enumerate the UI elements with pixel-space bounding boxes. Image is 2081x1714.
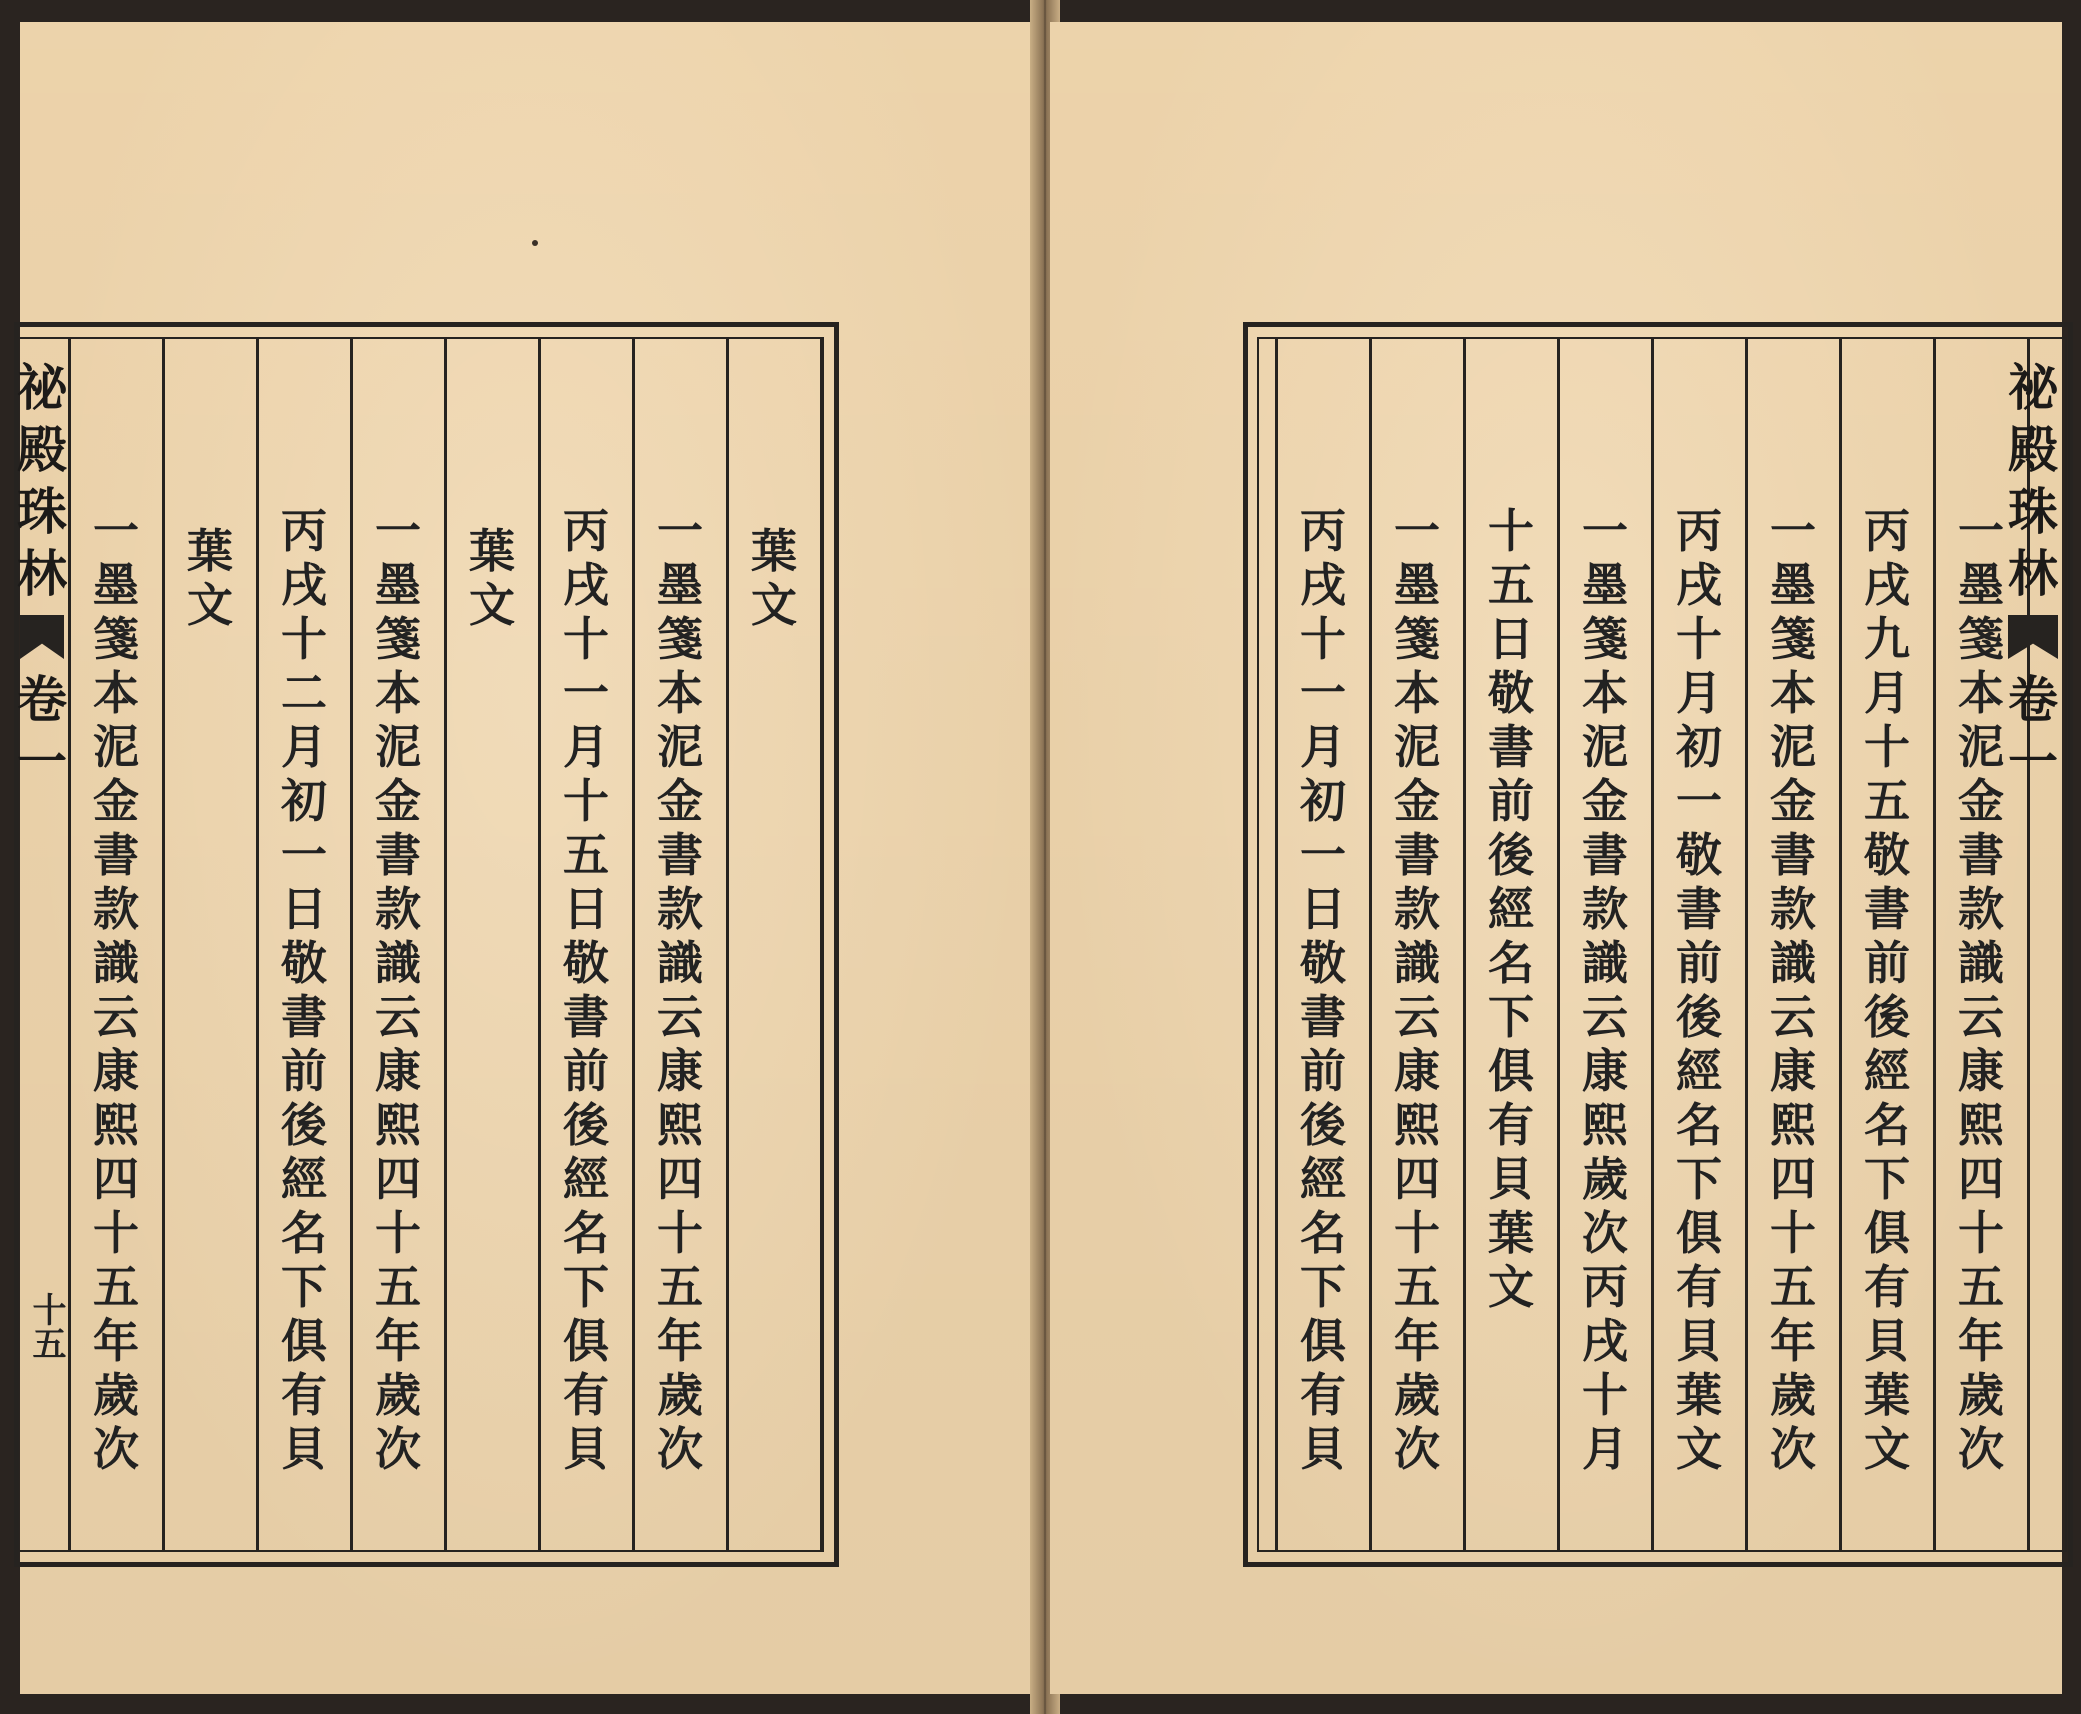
text-column [539,504,633,1476]
glyph: 款 [1770,882,1816,936]
glyph: 墨 [1394,558,1440,612]
glyph: 二 [281,666,327,720]
glyph: 葉 [751,524,797,578]
glyph: 後 [281,1098,327,1152]
banner-glyph: 珠 [17,482,67,541]
glyph: 年 [1958,1314,2004,1368]
glyph: 款 [1582,882,1628,936]
glyph: 丙 [1864,504,1910,558]
glyph: 次 [1958,1422,2004,1476]
glyph: 初 [1300,774,1346,828]
glyph: 款 [375,882,421,936]
glyph: 康 [375,1044,421,1098]
banner-glyph: 祕 [2008,358,2058,417]
glyph: 云 [1394,990,1440,1044]
glyph: 五 [1864,774,1910,828]
glyph: 戌 [1676,558,1722,612]
glyph: 一 [657,504,703,558]
glyph: 一 [1394,504,1440,558]
text-column [727,524,821,632]
glyph: 熙 [1958,1098,2004,1152]
glyph: 歲 [375,1368,421,1422]
glyph: 年 [93,1314,139,1368]
glyph: 泥 [375,720,421,774]
banner-volume [2005,669,2061,793]
glyph: 一 [563,666,609,720]
glyph: 康 [1770,1044,1816,1098]
glyph: 云 [1582,990,1628,1044]
left-page [17,22,1038,1694]
glyph: 下 [1676,1152,1722,1206]
glyph: 箋 [375,612,421,666]
glyph: 敬 [1300,936,1346,990]
glyph: 金 [93,774,139,828]
glyph: 十 [1488,504,1534,558]
glyph: 本 [1582,666,1628,720]
glyph: 康 [1394,1044,1440,1098]
glyph: 本 [93,666,139,720]
glyph: 識 [375,936,421,990]
glyph: 葉 [187,524,233,578]
glyph: 墨 [1958,558,2004,612]
glyph: 後 [1864,990,1910,1044]
right-page [1050,22,2062,1694]
text-column [257,504,351,1476]
glyph: 名 [1676,1098,1722,1152]
glyph: 戌 [281,558,327,612]
ink-speck [532,240,538,246]
glyph: 康 [1582,1044,1628,1098]
glyph: 康 [1958,1044,2004,1098]
banner-glyph: 林 [2008,544,2058,603]
text-column [1840,504,1934,1476]
glyph: 九 [1864,612,1910,666]
glyph: 丙 [1582,1260,1628,1314]
glyph: 月 [563,720,609,774]
glyph: 戌 [1864,558,1910,612]
glyph: 十 [1864,720,1910,774]
glyph: 次 [657,1422,703,1476]
glyph: 箋 [93,612,139,666]
left-columns [20,339,823,1550]
text-column [69,504,163,1476]
glyph: 書 [93,828,139,882]
glyph: 云 [93,990,139,1044]
glyph: 識 [1770,936,1816,990]
glyph: 四 [1958,1152,2004,1206]
glyph: 熙 [93,1098,139,1152]
glyph: 泥 [1394,720,1440,774]
glyph: 日 [281,882,327,936]
glyph: 熙 [1770,1098,1816,1152]
glyph: 前 [281,1044,327,1098]
glyph: 箋 [657,612,703,666]
glyph: 泥 [657,720,703,774]
glyph: 名 [1300,1206,1346,1260]
glyph: 熙 [657,1098,703,1152]
glyph: 歲 [1958,1368,2004,1422]
glyph: 五 [1958,1260,2004,1314]
glyph: 歲 [657,1368,703,1422]
glyph: 戌 [1300,558,1346,612]
glyph: 書 [281,990,327,1044]
glyph: 箋 [1958,612,2004,666]
glyph: 一 [1300,828,1346,882]
glyph: 前 [1676,936,1722,990]
glyph: 五 [1394,1260,1440,1314]
glyph: 下 [1488,990,1534,1044]
glyph: 識 [657,936,703,990]
glyph: 貝 [1488,1152,1534,1206]
glyph: 下 [1864,1152,1910,1206]
glyph: 前 [1300,1044,1346,1098]
glyph: 金 [1958,774,2004,828]
banner-glyph: 殿 [2008,420,2058,479]
glyph: 名 [563,1206,609,1260]
left-folio: 十五 [26,1292,66,1360]
glyph: 云 [657,990,703,1044]
glyph: 文 [1676,1422,1722,1476]
glyph: 書 [563,990,609,1044]
glyph: 有 [1676,1260,1722,1314]
glyph: 金 [1582,774,1628,828]
glyph: 名 [281,1206,327,1260]
banner-glyph: 珠 [2008,482,2058,541]
glyph: 箋 [1770,612,1816,666]
glyph: 識 [1958,936,2004,990]
glyph: 戌 [563,558,609,612]
glyph: 年 [1770,1314,1816,1368]
glyph: 丙 [1676,504,1722,558]
glyph: 墨 [93,558,139,612]
banner-glyph: 林 [17,544,67,603]
glyph: 有 [281,1368,327,1422]
glyph: 經 [1488,882,1534,936]
text-column [445,524,539,632]
glyph: 熙 [1394,1098,1440,1152]
glyph: 名 [1864,1098,1910,1152]
glyph: 本 [1770,666,1816,720]
glyph: 俱 [281,1314,327,1368]
glyph: 經 [1864,1044,1910,1098]
glyph: 月 [281,720,327,774]
glyph: 書 [1958,828,2004,882]
glyph: 葉 [469,524,515,578]
glyph: 泥 [93,720,139,774]
glyph: 名 [1488,936,1534,990]
glyph: 戌 [1582,1314,1628,1368]
glyph: 經 [563,1152,609,1206]
glyph: 月 [1864,666,1910,720]
glyph: 敬 [1676,828,1722,882]
glyph: 書 [1676,882,1722,936]
banner-glyph: 卷 [2008,670,2058,729]
glyph: 十 [563,612,609,666]
glyph: 一 [281,828,327,882]
glyph: 前 [1488,774,1534,828]
glyph: 俱 [563,1314,609,1368]
glyph: 十 [1582,1368,1628,1422]
glyph: 箋 [1394,612,1440,666]
glyph: 五 [1488,558,1534,612]
glyph: 款 [657,882,703,936]
glyph: 書 [1300,990,1346,1044]
glyph: 云 [375,990,421,1044]
glyph: 敬 [281,936,327,990]
glyph: 熙 [1582,1098,1628,1152]
glyph: 十 [1958,1206,2004,1260]
glyph: 俱 [1488,1044,1534,1098]
glyph: 日 [563,882,609,936]
glyph: 四 [93,1152,139,1206]
glyph: 墨 [1770,558,1816,612]
banner-glyph: 一 [17,732,67,791]
glyph: 一 [1958,504,2004,558]
glyph: 康 [657,1044,703,1098]
text-column [633,504,727,1476]
glyph: 康 [93,1044,139,1098]
glyph: 年 [375,1314,421,1368]
glyph: 四 [1770,1152,1816,1206]
banner-glyph: 殿 [17,420,67,479]
glyph: 五 [657,1260,703,1314]
glyph: 十 [281,612,327,666]
glyph: 敬 [1488,666,1534,720]
fish-tail-mark [20,615,64,659]
glyph: 識 [1394,936,1440,990]
glyph: 四 [657,1152,703,1206]
text-column [351,504,445,1476]
glyph: 初 [1676,720,1722,774]
glyph: 金 [657,774,703,828]
glyph: 月 [1582,1422,1628,1476]
glyph: 四 [1394,1152,1440,1206]
glyph: 墨 [1582,558,1628,612]
glyph: 葉 [1676,1368,1722,1422]
glyph: 日 [1300,882,1346,936]
glyph: 貝 [1864,1314,1910,1368]
glyph: 一 [1300,666,1346,720]
glyph: 一 [1582,504,1628,558]
text-column [1746,504,1840,1476]
glyph: 初 [281,774,327,828]
right-banner [2008,357,2058,793]
glyph: 一 [1676,774,1722,828]
glyph: 云 [1958,990,2004,1044]
glyph: 四 [375,1152,421,1206]
glyph: 墨 [657,558,703,612]
banner-title [14,357,70,605]
glyph: 文 [187,578,233,632]
glyph: 一 [1770,504,1816,558]
glyph: 識 [93,936,139,990]
glyph: 泥 [1770,720,1816,774]
glyph: 一 [93,504,139,558]
text-column [1558,504,1652,1476]
banner-glyph: 卷 [17,670,67,729]
glyph: 後 [1676,990,1722,1044]
glyph: 識 [1582,936,1628,990]
glyph: 次 [1770,1422,1816,1476]
left-banner [17,357,67,793]
glyph: 次 [375,1422,421,1476]
glyph: 有 [1300,1368,1346,1422]
glyph: 後 [1300,1098,1346,1152]
glyph: 年 [657,1314,703,1368]
banner-title [2005,357,2061,605]
glyph: 丙 [281,504,327,558]
text-column [163,524,257,632]
glyph: 貝 [281,1422,327,1476]
glyph: 十 [93,1206,139,1260]
glyph: 十 [563,774,609,828]
glyph: 十 [1300,612,1346,666]
glyph: 五 [375,1260,421,1314]
glyph: 歲 [93,1368,139,1422]
glyph: 文 [1864,1422,1910,1476]
glyph: 次 [93,1422,139,1476]
glyph: 書 [1394,828,1440,882]
glyph: 有 [563,1368,609,1422]
glyph: 箋 [1582,612,1628,666]
glyph: 款 [1394,882,1440,936]
glyph: 五 [563,828,609,882]
glyph: 金 [1770,774,1816,828]
glyph: 年 [1394,1314,1440,1368]
glyph: 本 [657,666,703,720]
glyph: 書 [1864,882,1910,936]
glyph: 前 [1864,936,1910,990]
glyph: 一 [375,504,421,558]
banner-glyph: 祕 [17,358,67,417]
glyph: 次 [1582,1206,1628,1260]
glyph: 經 [281,1152,327,1206]
glyph: 文 [751,578,797,632]
glyph: 丙 [1300,504,1346,558]
glyph: 月 [1676,666,1722,720]
glyph: 貝 [1676,1314,1722,1368]
glyph: 次 [1394,1422,1440,1476]
text-column [1652,504,1746,1476]
glyph: 葉 [1488,1206,1534,1260]
glyph: 金 [1394,774,1440,828]
glyph: 五 [93,1260,139,1314]
glyph: 俱 [1676,1206,1722,1260]
glyph: 書 [1582,828,1628,882]
glyph: 五 [1770,1260,1816,1314]
glyph: 經 [1676,1044,1722,1098]
glyph: 文 [469,578,515,632]
glyph: 書 [1488,720,1534,774]
glyph: 十 [375,1206,421,1260]
glyph: 款 [1958,882,2004,936]
glyph: 歲 [1582,1152,1628,1206]
glyph: 云 [1770,990,1816,1044]
glyph: 敬 [1864,828,1910,882]
glyph: 熙 [375,1098,421,1152]
column-rule [820,339,823,1550]
glyph: 下 [563,1260,609,1314]
glyph: 本 [1394,666,1440,720]
fish-tail-mark [2008,615,2058,659]
glyph: 文 [1488,1260,1534,1314]
glyph: 歲 [1770,1368,1816,1422]
glyph: 貝 [563,1422,609,1476]
glyph: 日 [1488,612,1534,666]
glyph: 前 [563,1044,609,1098]
glyph: 經 [1300,1152,1346,1206]
glyph: 下 [281,1260,327,1314]
glyph: 葉 [1864,1368,1910,1422]
glyph: 十 [1676,612,1722,666]
glyph: 後 [563,1098,609,1152]
glyph: 十 [1394,1206,1440,1260]
glyph: 後 [1488,828,1534,882]
glyph: 泥 [1582,720,1628,774]
right-columns [1259,339,2064,1550]
glyph: 泥 [1958,720,2004,774]
text-column [1464,504,1558,1314]
glyph: 有 [1488,1098,1534,1152]
glyph: 俱 [1864,1206,1910,1260]
glyph: 下 [1300,1260,1346,1314]
glyph: 歲 [1394,1368,1440,1422]
glyph: 金 [375,774,421,828]
banner-glyph: 一 [2008,732,2058,791]
glyph: 貝 [1300,1422,1346,1476]
glyph: 敬 [563,936,609,990]
glyph: 款 [93,882,139,936]
glyph: 書 [375,828,421,882]
glyph: 月 [1300,720,1346,774]
glyph: 本 [1958,666,2004,720]
glyph: 墨 [375,558,421,612]
banner-volume [14,669,70,793]
glyph: 有 [1864,1260,1910,1314]
glyph: 丙 [563,504,609,558]
glyph: 書 [657,828,703,882]
glyph: 十 [1770,1206,1816,1260]
glyph: 本 [375,666,421,720]
glyph: 書 [1770,828,1816,882]
glyph: 十 [657,1206,703,1260]
glyph: 俱 [1300,1314,1346,1368]
text-column [1370,504,1464,1476]
text-column [1276,504,1370,1476]
